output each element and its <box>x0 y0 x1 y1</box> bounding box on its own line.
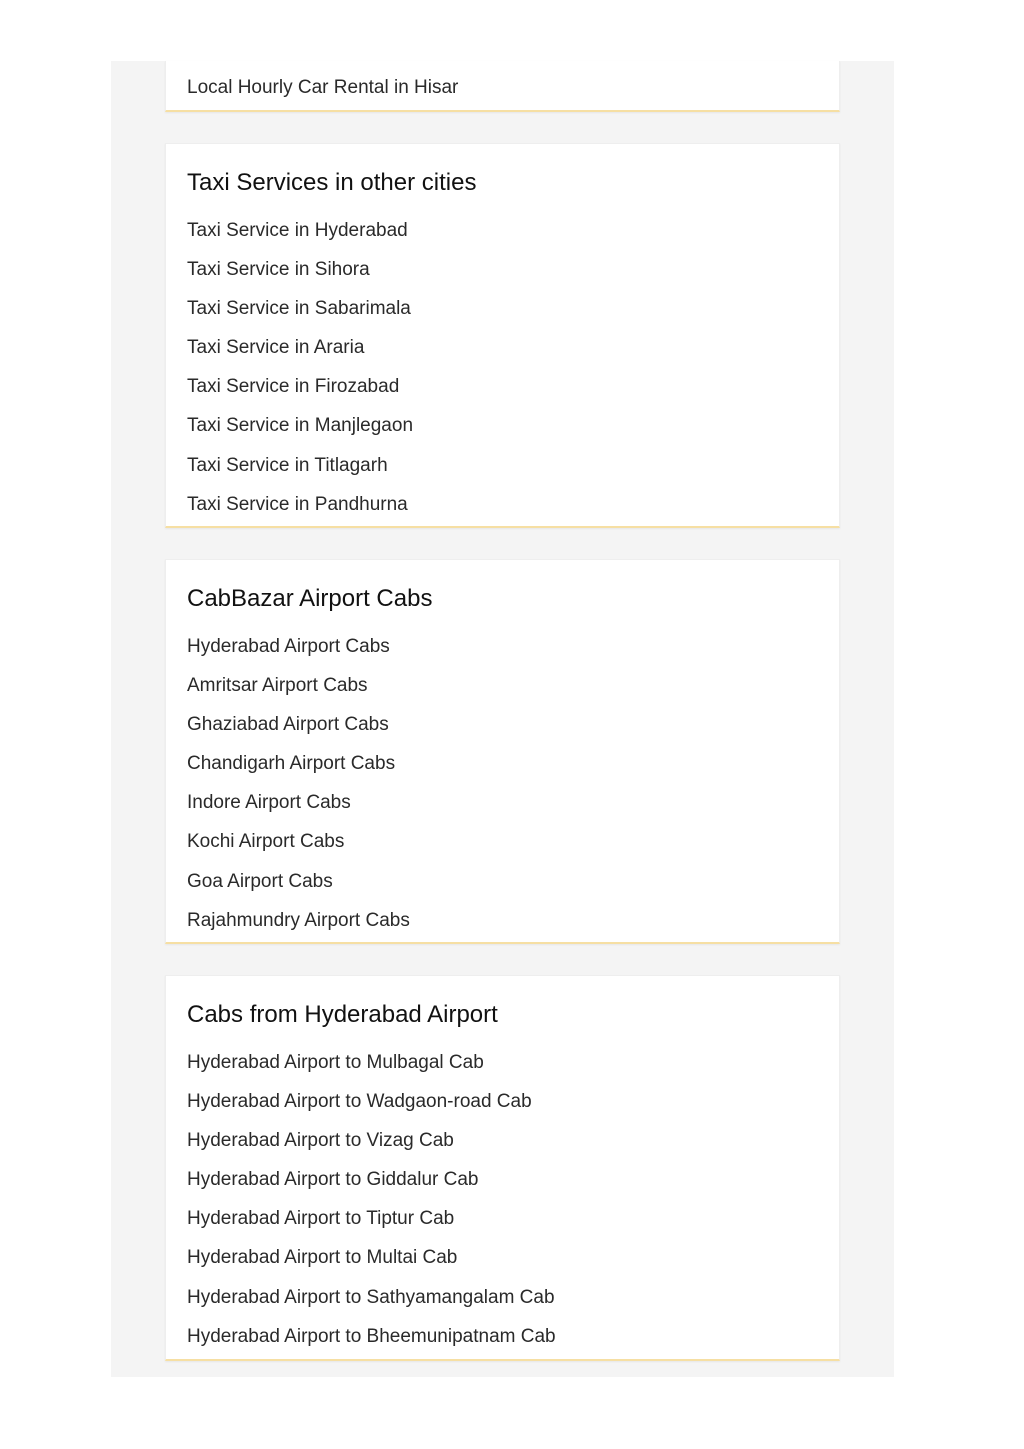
airport-link[interactable]: Hyderabad Airport Cabs <box>187 636 390 657</box>
list-item[interactable] <box>187 1245 818 1284</box>
list-item[interactable] <box>187 60 818 116</box>
taxi-link[interactable]: Taxi Service in Sabarimala <box>187 298 411 320</box>
airport-cabs-card <box>165 559 840 944</box>
list-item[interactable] <box>187 335 818 374</box>
airport-link[interactable]: Goa Airport Cabs <box>187 870 333 892</box>
route-link[interactable]: Hyderabad Airport to Bheemunipatnam Cab <box>187 1325 556 1347</box>
list-item[interactable] <box>187 712 818 751</box>
airport-link[interactable]: Chandigarh Airport Cabs <box>187 753 396 775</box>
list-item[interactable] <box>187 1285 818 1324</box>
taxi-link[interactable]: Taxi Service in Manjlegaon <box>187 415 414 437</box>
taxi-services-list[interactable] <box>187 218 818 515</box>
list-item[interactable] <box>187 673 818 712</box>
taxi-link[interactable]: Taxi Service in Araria <box>187 337 365 359</box>
list-item[interactable] <box>187 296 818 335</box>
taxi-link[interactable]: Taxi Service in Hyderabad <box>187 220 408 241</box>
list-item[interactable] <box>187 1206 818 1245</box>
card-title: Cabs from Hyderabad Airport <box>187 1001 498 1028</box>
list-item[interactable] <box>187 634 818 673</box>
airport-link[interactable]: Rajahmundry Airport Cabs <box>187 909 410 931</box>
list-item[interactable] <box>187 1128 818 1167</box>
route-link[interactable]: Hyderabad Airport to Wadgaon-road Cab <box>187 1091 532 1113</box>
airport-cabs-list[interactable] <box>187 634 818 931</box>
list-item[interactable] <box>187 829 818 868</box>
list-item[interactable] <box>187 257 818 296</box>
taxi-link[interactable]: Taxi Service in Sihora <box>187 259 370 281</box>
list-item[interactable] <box>187 790 818 829</box>
list-item[interactable] <box>187 1167 818 1206</box>
list-item[interactable] <box>187 453 818 492</box>
card-title: Taxi Services in other cities <box>187 169 477 196</box>
airport-link[interactable]: Indore Airport Cabs <box>187 792 351 814</box>
list-item[interactable] <box>187 374 818 413</box>
list-item[interactable] <box>187 492 818 531</box>
airport-link[interactable]: Ghaziabad Airport Cabs <box>187 714 389 736</box>
list-item[interactable] <box>187 1089 818 1128</box>
hyderabad-routes-list[interactable] <box>187 1050 818 1347</box>
route-link[interactable]: Hyderabad Airport to Sathyamangalam Cab <box>187 1286 555 1308</box>
list-item[interactable] <box>187 413 818 452</box>
list-item[interactable] <box>187 908 818 947</box>
airport-link[interactable]: Kochi Airport Cabs <box>187 831 345 853</box>
list-item[interactable] <box>187 1050 818 1089</box>
card-title: CabBazar Airport Cabs <box>187 585 433 612</box>
route-link[interactable]: Hyderabad Airport to Giddalur Cab <box>187 1169 479 1191</box>
route-link[interactable]: Hyderabad Airport to Multai Cab <box>187 1247 458 1269</box>
route-link[interactable]: Hyderabad Airport to Tiptur Cab <box>187 1208 455 1230</box>
rental-link[interactable]: Local Hourly Car Rental in Hisar <box>187 77 459 98</box>
list-item[interactable] <box>187 869 818 908</box>
list-item[interactable] <box>187 751 818 790</box>
taxi-link[interactable]: Taxi Service in Titlagarh <box>187 454 388 476</box>
route-link[interactable]: Hyderabad Airport to Vizag Cab <box>187 1130 454 1152</box>
taxi-services-card <box>165 143 840 528</box>
list-item[interactable] <box>187 218 818 257</box>
route-link[interactable]: Hyderabad Airport to Mulbagal Cab <box>187 1052 484 1073</box>
taxi-link[interactable]: Taxi Service in Firozabad <box>187 376 400 398</box>
list-item[interactable] <box>187 1324 818 1363</box>
hourly-rental-list[interactable] <box>187 60 818 98</box>
taxi-link[interactable]: Taxi Service in Pandhurna <box>187 493 408 515</box>
airport-link[interactable]: Amritsar Airport Cabs <box>187 675 368 697</box>
hourly-rental-card <box>165 61 840 112</box>
hyderabad-airport-cabs-card <box>165 975 840 1361</box>
